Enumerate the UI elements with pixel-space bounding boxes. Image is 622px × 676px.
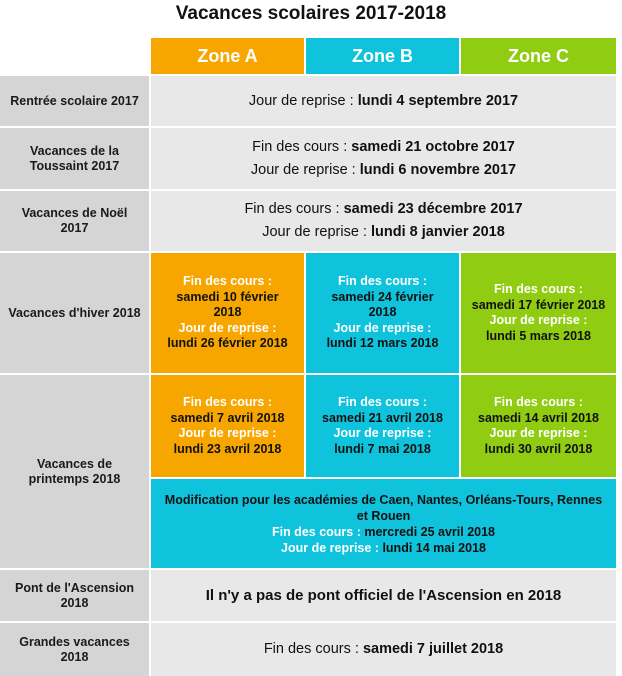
grandes-fin-line xyxy=(264,638,503,661)
noel-reprise-label: Jour de reprise : xyxy=(262,224,367,240)
hiver-b-reprise-label: Jour de reprise : xyxy=(333,320,432,335)
toussaint-fin-line xyxy=(252,136,515,159)
noel-reprise-line xyxy=(262,221,505,244)
row-label-grandes xyxy=(0,623,149,676)
printemps-a-fin-date: samedi 7 avril 2018 xyxy=(170,410,285,425)
row-content-rentree xyxy=(151,76,616,126)
row-content-grandes xyxy=(151,623,616,676)
row-label-noel xyxy=(0,191,149,251)
rentree-reprise-line xyxy=(249,90,518,113)
hiver-a-reprise-label: Jour de reprise : xyxy=(178,320,277,335)
printemps-c-fin-label: Fin des cours : xyxy=(494,395,583,409)
modification-fin-date: mercredi 25 avril 2018 xyxy=(364,524,496,539)
grandes-fin-label: Fin des cours : xyxy=(263,641,359,657)
hiver-zone-b xyxy=(306,253,459,373)
row-label-rentree xyxy=(0,76,149,126)
toussaint-label: Vacances de la Toussaint 2017 xyxy=(29,143,120,173)
ascension-text: Il n'y a pas de pont officiel de l'Ascension en 2018 xyxy=(205,587,562,604)
printemps-zone-a xyxy=(151,375,304,477)
noel-reprise-date: lundi 8 janvier 2018 xyxy=(371,224,505,240)
page-title: Vacances scolaires 2017-2018 xyxy=(175,3,447,24)
printemps-b-reprise-label: Jour de reprise : xyxy=(333,426,432,440)
printemps-modification xyxy=(151,479,616,568)
hiver-b-fin-date: samedi 24 février 2018 xyxy=(331,289,434,320)
printemps-b-fin-date: samedi 21 avril 2018 xyxy=(322,410,443,425)
hiver-b-reprise-date: lundi 12 mars 2018 xyxy=(326,336,439,351)
rentree-reprise-label: Jour de reprise : xyxy=(248,92,354,109)
modification-reprise-date: lundi 14 mai 2018 xyxy=(382,540,486,555)
printemps-c-fin-date: samedi 14 avril 2018 xyxy=(478,410,599,425)
row-label-toussaint xyxy=(0,128,149,189)
noel-fin-date: samedi 23 décembre 2017 xyxy=(343,201,523,217)
hiver-a-fin-label: Fin des cours : xyxy=(183,274,272,289)
hiver-a-fin-date: samedi 10 février 2018 xyxy=(176,289,279,320)
printemps-label: Vacances de printemps 2018 xyxy=(28,456,121,486)
row-content-toussaint xyxy=(151,128,616,189)
toussaint-fin-date: samedi 21 octobre 2017 xyxy=(351,138,515,155)
toussaint-reprise-line xyxy=(251,159,516,182)
toussaint-reprise-date: lundi 6 novembre 2017 xyxy=(359,161,517,178)
hiver-zone-a xyxy=(151,253,304,373)
printemps-c-reprise-label: Jour de reprise : xyxy=(489,426,588,440)
row-content-ascension xyxy=(151,570,616,621)
hiver-b-fin-label: Fin des cours : xyxy=(338,274,427,289)
row-label-hiver xyxy=(0,253,149,373)
row-label-printemps xyxy=(0,375,149,568)
hiver-c-fin-label: Fin des cours : xyxy=(494,282,583,296)
printemps-zone-b xyxy=(306,375,459,477)
printemps-b-fin-label: Fin des cours : xyxy=(338,395,427,409)
modification-reprise-line xyxy=(281,540,486,556)
hiver-c-fin-date: samedi 17 février 2018 xyxy=(471,297,606,312)
printemps-c-reprise-date: lundi 30 avril 2018 xyxy=(484,441,593,456)
modification-fin-label: Fin des cours : xyxy=(271,524,361,539)
modification-reprise-label: Jour de reprise : xyxy=(281,540,379,555)
hiver-c-reprise-date: lundi 5 mars 2018 xyxy=(486,328,591,343)
zone-c-label: Zone C xyxy=(508,45,569,66)
rentree-reprise-date: lundi 4 septembre 2017 xyxy=(357,92,519,109)
noel-fin-label: Fin des cours : xyxy=(244,201,340,217)
zone-a-header xyxy=(151,38,304,74)
hiver-a-reprise-date: lundi 26 février 2018 xyxy=(167,336,288,351)
modification-heading: Modification pour les académies de Caen, Nantes, Orléans-Tours, Rennes et Rouen xyxy=(164,492,603,523)
rentree-label: Rentrée scolaire 2017 xyxy=(10,93,139,108)
noel-label: Vacances de Noël 2017 xyxy=(21,206,128,235)
hiver-zone-c xyxy=(461,253,616,373)
row-label-ascension xyxy=(0,570,149,621)
noel-fin-line xyxy=(244,198,522,221)
zone-b-header xyxy=(306,38,459,74)
printemps-a-reprise-label: Jour de reprise : xyxy=(178,426,277,440)
printemps-a-reprise-date: lundi 23 avril 2018 xyxy=(173,441,282,456)
hiver-c-reprise-label: Jour de reprise : xyxy=(489,313,588,327)
printemps-b-reprise-date: lundi 7 mai 2018 xyxy=(334,441,431,456)
toussaint-reprise-label: Jour de reprise : xyxy=(250,161,356,178)
zone-b-label: Zone B xyxy=(352,45,413,66)
zone-a-label: Zone A xyxy=(197,45,258,66)
grandes-fin-date: samedi 7 juillet 2018 xyxy=(362,641,504,657)
ascension-label: Pont de l'Ascension 2018 xyxy=(15,580,134,610)
toussaint-fin-label: Fin des cours : xyxy=(252,138,348,155)
grandes-label: Grandes vacances 2018 xyxy=(19,634,130,664)
printemps-a-fin-label: Fin des cours : xyxy=(183,395,272,409)
hiver-label: Vacances d'hiver 2018 xyxy=(8,305,141,320)
row-content-noel xyxy=(151,191,616,251)
zone-c-header xyxy=(461,38,616,74)
printemps-zone-c xyxy=(461,375,616,477)
modification-fin-line xyxy=(272,524,495,540)
